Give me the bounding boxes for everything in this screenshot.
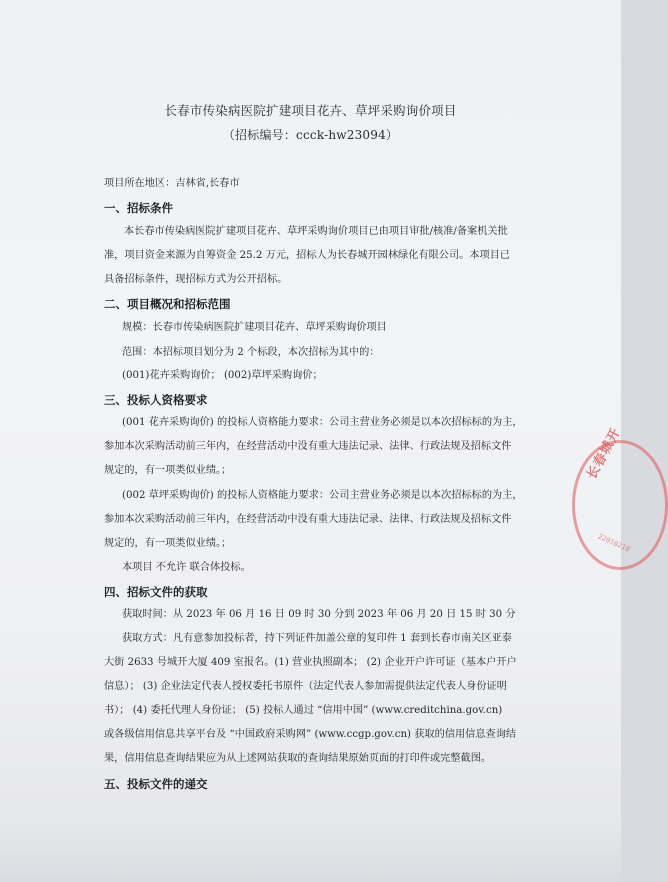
paragraph-line: (001 花卉采购询价) 的投标人资格能力要求：公司主营业务必须是以本次招标标的为主， [122, 417, 523, 428]
paragraph-line: 书）； (4) 委托代理人身份证； (5) 投标人通过 “信用中国” (www.creditchina.gov.cn) [104, 705, 503, 716]
paragraph-line: 参加本次采购活动前三年内，在经营活动中没有重大违法记录、法律、行政法规及招标文件 [104, 441, 512, 452]
paragraph-line: 信息）； (3) 企业法定代表人授权委托书原件（法定代表人参加需提供法定代表人身份证明 [104, 681, 507, 692]
paragraph-line: 获取时间：从 2023 年 06 月 16 日 09 时 30 分到 2023 年 06 月 20 日 15 时 30 分 [122, 609, 516, 620]
seal-number: 22010210 [596, 532, 631, 554]
seal-text: 长春城开 [584, 425, 625, 482]
page-shadow [0, 822, 621, 882]
tender-code: （招标编号：ccck-hw23094） [222, 128, 399, 142]
paragraph-line: 果，信用信息查询结果应为从上述网站获取的查询结果原始页面的打印件或完整截图。 [104, 753, 492, 764]
paragraph-line: 本长春市传染病医院扩建项目花卉、草坪采购询价项目已由项目审批/核准/备案机关批 [124, 226, 508, 237]
paragraph-line: 范围：本招标项目划分为 2 个标段，本次招标为其中的： [122, 347, 380, 358]
section-heading: 四、招标文件的获取 [104, 585, 208, 599]
paragraph-line: (002 草坪采购询价) 的投标人资格能力要求：公司主营业务必须是以本次招标标的为主， [122, 490, 523, 501]
paragraph-line: 获取方式：凡有意参加投标者，持下列证件加盖公章的复印件 1 套到长春市南关区亚泰 [122, 633, 512, 644]
paragraph-line: 具备招标条件，现招标方式为公开招标。 [104, 274, 288, 285]
section-heading: 一、招标条件 [104, 201, 173, 215]
paragraph-line: 规模：长春市传染病医院扩建项目花卉、草坪采购询价项目 [122, 322, 387, 333]
paragraph-line: 规定的，有一项类似业绩。； [104, 465, 232, 476]
paragraph-line: 大街 2633 号城开大厦 409 室报名。(1) 营业执照副本； (2) 企业开户许可证（基本户开户 [104, 657, 517, 668]
paragraph-line: 准，项目资金来源为自筹资金 25.2 万元，招标人为长春城开园林绿化有限公司。本项目已 [104, 250, 511, 261]
section-heading: 二、项目概况和招标范围 [104, 297, 231, 311]
paragraph-line: 参加本次采购活动前三年内，在经营活动中没有重大违法记录、法律、行政法规及招标文件 [104, 514, 512, 525]
document-title: 长春市传染病医院扩建项目花卉、草坪采购询价项目 [164, 103, 457, 118]
project-location: 项目所在地区：吉林省,长春市 [104, 178, 240, 189]
company-seal [572, 425, 668, 570]
paragraph-line: (001)花卉采购询价； (002)草坪采购询价； [122, 370, 323, 381]
paragraph-line: 规定的，有一项类似业绩。； [104, 538, 232, 549]
section-heading: 五、投标文件的递交 [104, 777, 208, 791]
paragraph-line: 本项目 不允许 联合体投标。 [122, 562, 251, 573]
section-heading: 三、投标人资格要求 [104, 393, 208, 407]
paragraph-line: 或各级信用信息共享平台及 “中国政府采购网” (www.ccgp.gov.cn) 获取的信用信息查询结 [104, 729, 517, 740]
